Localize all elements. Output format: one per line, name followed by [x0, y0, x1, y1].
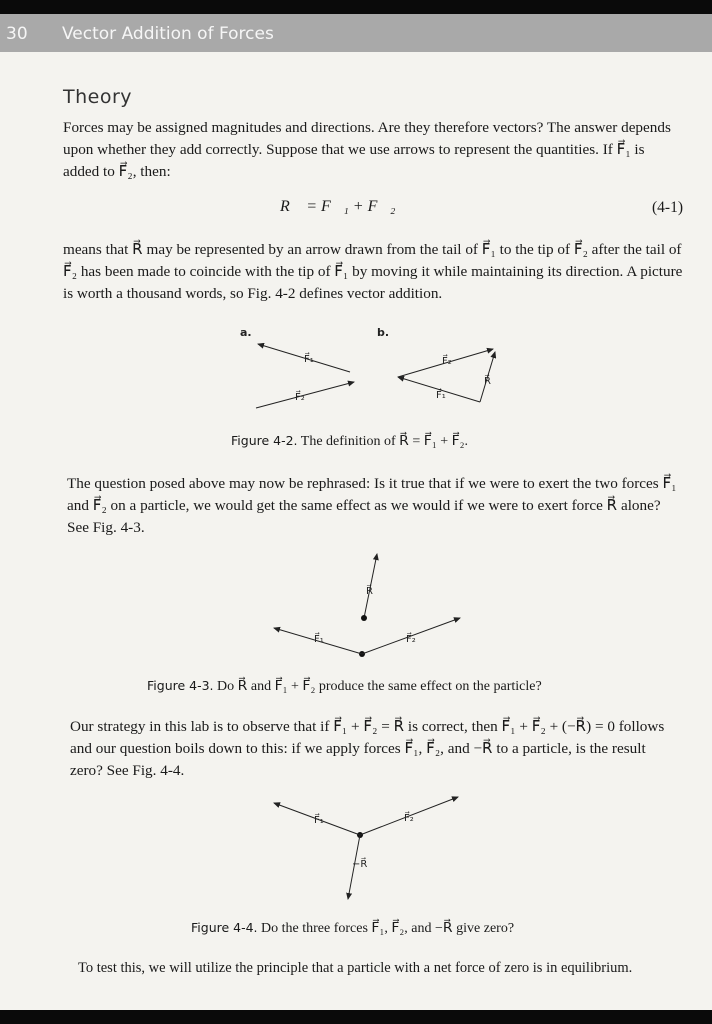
figure-4-2-caption — [231, 433, 468, 450]
fig43-F2-label: F⃗₂ — [406, 634, 416, 645]
chapter-title: Vector Addition of Forces — [62, 24, 274, 44]
theory-paragraph-4: Our strategy in this lab is to observe that if F⃗₁ + F⃗₂ = R⃗ is correct, then F⃗₁ + F⃗₂ + (−R⃗) = 0 follows and our question boils down to this: if we apply forces F⃗₁, F⃗₂, and −R⃗ to a particle, is the result zero? See Fig. 4-4. — [70, 718, 665, 779]
figure-4-4-caption — [191, 920, 514, 937]
fig42b-R-label: R⃗ — [484, 376, 491, 387]
fig42-label-b: b. — [377, 326, 390, 339]
figure-4-4-caption-text: Do the three forces F⃗₁, F⃗₂, and −R⃗ give zero? — [261, 921, 515, 936]
figure-4-4-label: Figure 4-4. — [191, 920, 258, 935]
figure-4-2 — [240, 322, 550, 432]
fig43-R-label: R⃗ — [366, 586, 373, 597]
fig42a-F2-arrow — [256, 382, 354, 408]
fig43-particle-R — [361, 615, 367, 621]
bottom-frame-bar — [0, 1010, 712, 1024]
theory-paragraph-1: Forces may be assigned magnitudes and directions. Are they therefore vectors? The answer depends upon whether they add correctly. Suppose that we use arrows to represent the quantities. If F⃗₁ is added to F⃗₂, then: — [63, 119, 671, 180]
theory-paragraph-2: means that R⃗ may be represented by an arrow drawn from the tail of F⃗₁ to the tip of F⃗₂ after the tail of F⃗₂ has been made to coincide with the tip of F⃗₁ by moving it while maintaining its direction. A picture is worth a thousand words, so Fig. 4-2 defines vector addition. — [63, 241, 683, 302]
theory-paragraph-3: The question posed above may now be rephrased: Is it true that if we were to exert the two forces F⃗₁ and F⃗₂ on a particle, we would get the same effect as we would if we were to exert force R⃗ alone? See Fig. 4-3. — [67, 475, 677, 536]
figure-4-3-caption-text: Do R⃗ and F⃗₁ + F⃗₂ produce the same effect on the particle? — [217, 679, 542, 694]
fig42a-F2-label: F⃗₂ — [295, 392, 305, 403]
figure-4-2-label: Figure 4-2. — [231, 433, 298, 448]
fig42b-F1-label: F⃗₁ — [436, 390, 446, 401]
fig43-F1-label: F⃗₁ — [314, 634, 324, 645]
fig44-F2-label: F⃗₂ — [404, 813, 414, 824]
figure-4-2-caption-text: The definition of R⃗ = F⃗₁ + F⃗₂. — [300, 434, 469, 449]
fig42-label-a: a. — [240, 326, 252, 339]
fig44-F1-label: F⃗₁ — [314, 815, 324, 826]
fig42b-F2-label: F⃗₂ — [442, 356, 452, 367]
top-frame-bar — [0, 0, 712, 14]
figure-4-3 — [272, 550, 472, 660]
figure-4-3-label: Figure 4-3. — [147, 678, 214, 693]
equation-number: (4-1) — [652, 199, 683, 216]
equation-4-1: R⃗ = F⃗₁ + F⃗₂ — [280, 198, 396, 215]
theory-paragraph-5: To test this, we will utilize the principle that a particle with a net force of zero is in equilibrium. — [78, 960, 633, 976]
fig42a-F1-label: F⃗₁ — [304, 354, 314, 365]
fig44-negR-label: −R⃗ — [352, 859, 368, 870]
figure-4-4 — [272, 795, 472, 905]
figure-4-3-caption — [147, 678, 542, 695]
theory-heading: Theory — [63, 86, 133, 108]
page-number: 30 — [6, 24, 28, 44]
